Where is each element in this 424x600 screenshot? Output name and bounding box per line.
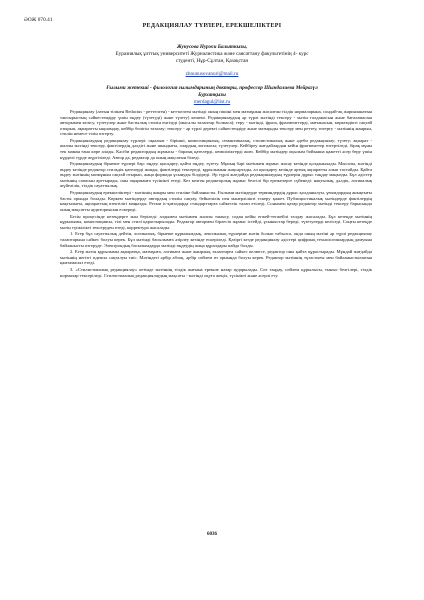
author-affiliation [80, 51, 344, 64]
supervisor-line: Ғылыми жетекші - филология ғылымдарының докторы, профессор Шындалиева Мейрагүл [106, 85, 318, 91]
body-paragraph: Редакциялаудың редакциялау түрлері: оқылым - бірінші, композициялық, семантикалық, стилистикалық және әдеби редакциялау; түзету; ақпарат - жалпы мәтінді тексеру, фактілердің дәлдігі және шындығы, олардың логикасы; түзетулер. Кейбіреу жағдайлардан кейін фрагменттер өзгертіледі, бірақ мұны тек маман ғана көре алады. Кәсіби редактордың жұмысы - барлық қателерді, кемшіліктерді жою. Кейбір мәтіндер оқылым бойынша қажетті әсер беру үшін күрделі түрде жүргізіледі. Автор да, редактор да оның мақсатын біледі. [60, 137, 372, 160]
supervisor-email-wrap [80, 99, 344, 105]
supervisor [80, 85, 344, 98]
body-paragraph: Бесін процесінде кезеңдерге мән беріледі: алдымен мәтінмен жалпы танысу, содан кейін егжей-тегжейлі талдау жасалады. Бұл кезеңде мәтіннің құрылымы, композициясы, тілі мен стилі қарастырылады. Редактор автормен бірлесіп жұмыс істейді, ұсыныстар береді, түзетулерді келіседі. Соңғы кезеңде мәтін түпкілікті тексеруден өтеді, корректура жасалады. [60, 213, 372, 230]
body-paragraph: 1. Егер бұл сауаттылық дейтін, логикалық, бірнеше құрылымдық, лексикалық түрлеріне мәтін болып табылса, онда оның мәтіні әр түрлі редакциялау талаптарына сәйкес болуы керек. Бұл мәтінді басылымға әзірлеу кезінде ескеріледі. Қазіргі кезде редакциялау әдістері цифрлық технологиялардың дамуына байланысты өзгеруде. Электрондық басылымдарда мәтінді өңдеудің жаңа құралдары пайда болды. [60, 231, 372, 248]
body-paragraph: Редакциялаудың ерекшеліктері - мәтіннің жанры мен стиліне байланысты. Ғылыми мәтіндерде терминдердің дұрыс қолданылуы, ұғымдардың анықтығы басты орында болады. Көркем мәтіндерде автордың стилін сақтау, бейнелілік пен мәнерлілікті ескеру қажет. Публицистикалық мәтіндерде фактілердің нақтылығы, ақпараттың өзектілігі маңызды. Ресми іс-қағаздарда стандарттарға сәйкестік талап етіледі. Сонымен қатар редактор мәтінді тексеру барысында оның мақсатты аудиториясын ескереді. [60, 190, 372, 212]
affiliation-line: Еуразиялық ұлттық университеті Журналистика және саясаттану факультетінің 4- курс [115, 51, 309, 57]
affiliation-line: студенті, Нұр-Сұлтан, Қазақстан [175, 57, 249, 64]
body-paragraph: Редакциялау (латын тілінен Redactus - реттелген) - кез-келген мәтінді оның пішіні мен мазмұнын жасалған тілдік нормаларына, сондай-ақ жарияланатын тапсырыстың сәйкестендіру үшін өңдеу (түзетуді) және түзету) кешені. Редакциялаудың әр түрлі мәтінді тексеру - мәтін талдамасын және бағаламасын авторымен келісу, түзетулер және бастылық стилін енгізуді (мысалы талаптар болмаса); теру - мәтінді, фраза, фрагменттерді, мағынасын, көркемдікті сақтай отырып, ақпаратты ықшамдау, кейбір бөлігін тазалау; тексеру - әр түрлі деректі сәйкестендіру және мазмұнды тексеру мен реттеу, өзгерту - мәтіннің жанрын, стилін немесе тілін өзгерту. [60, 109, 372, 137]
udk-code: ӘОЖ 070.41 [24, 17, 53, 23]
author-email-link[interactable]: zhnunusovanuri@mail.ru [185, 71, 239, 77]
body-paragraph: Редакциялаудың бірнеше түрлері бар: өңдеу, қысқарту, қайта өңдеу, түзету. Мұның бәрі мәтінмен жұмыс жасау кезінде қолданылады. Мысалы, мәтінді өңдеу кезінде редактор стильдік қателерді жояды, фактілерді тексереді, құрылымын жақсартады, ал қысқарту кезінде артық ақпаратты алып тастайды. Қайта өңдеу мәтіннің мазмұнын сақтай отырып, жаңа формада ұсынуды білдіреді. Әр түрлі жағдайда редакциялаудың түрлерін дұрыс таңдау маңызды. Бұл әдістер мәтіннің сапасын арттырады, оны оқырманға түсінікті етеді. Кез келген редакторлық жұмыс белгілі бір ережелерге сүйенеді: нақтылық, дәлдік, логикалық жүйелілік, тілдік сауаттылық. [60, 161, 372, 189]
author-email-wrap [80, 71, 344, 77]
page-number: 6036 [207, 532, 217, 537]
paper-title: РЕДАКЦИЯЛАУ ТҮРЛЕРІ, ЕРЕКШЕЛІКТЕРІ [142, 23, 282, 29]
body-paragraph: 3. «Стилистикалық редакциялау» кезінде мәтіннің тілдік жағына ерекше назар аударылады. Сөз таңдау, сөйлем құрылысы, тыныс белгілері, тілдік нормалар тексеріледі. Стилистикалық редакциялаудың мақсаты - мәтінді оқуға жеңіл, түсінікті және әсерлі ету. [60, 267, 372, 278]
supervisor-line: Бурханқызы [198, 91, 226, 98]
paper-body [60, 109, 372, 279]
author-name: Жунусова Нуржи Балыткызы, [176, 44, 248, 50]
supervisor-email-link[interactable]: merdagul@list.ru [193, 99, 231, 105]
body-paragraph: 2. Егер мәтін құрылымы ақпаратқа, мазмұнға, логикаға және жанрлық талаптарға сәйкес келмесе, редактор оны қайта құрастырады. Мұндай жағдайда мәтіннің негізгі идеясы сақталуы тиіс. Мәтіндегі әрбір абзац, әрбір сөйлем өз орнында болуы керек. Редактор мәтіннің тұтастығы мен байланыстылығын қамтамасыз етеді. [60, 249, 372, 266]
